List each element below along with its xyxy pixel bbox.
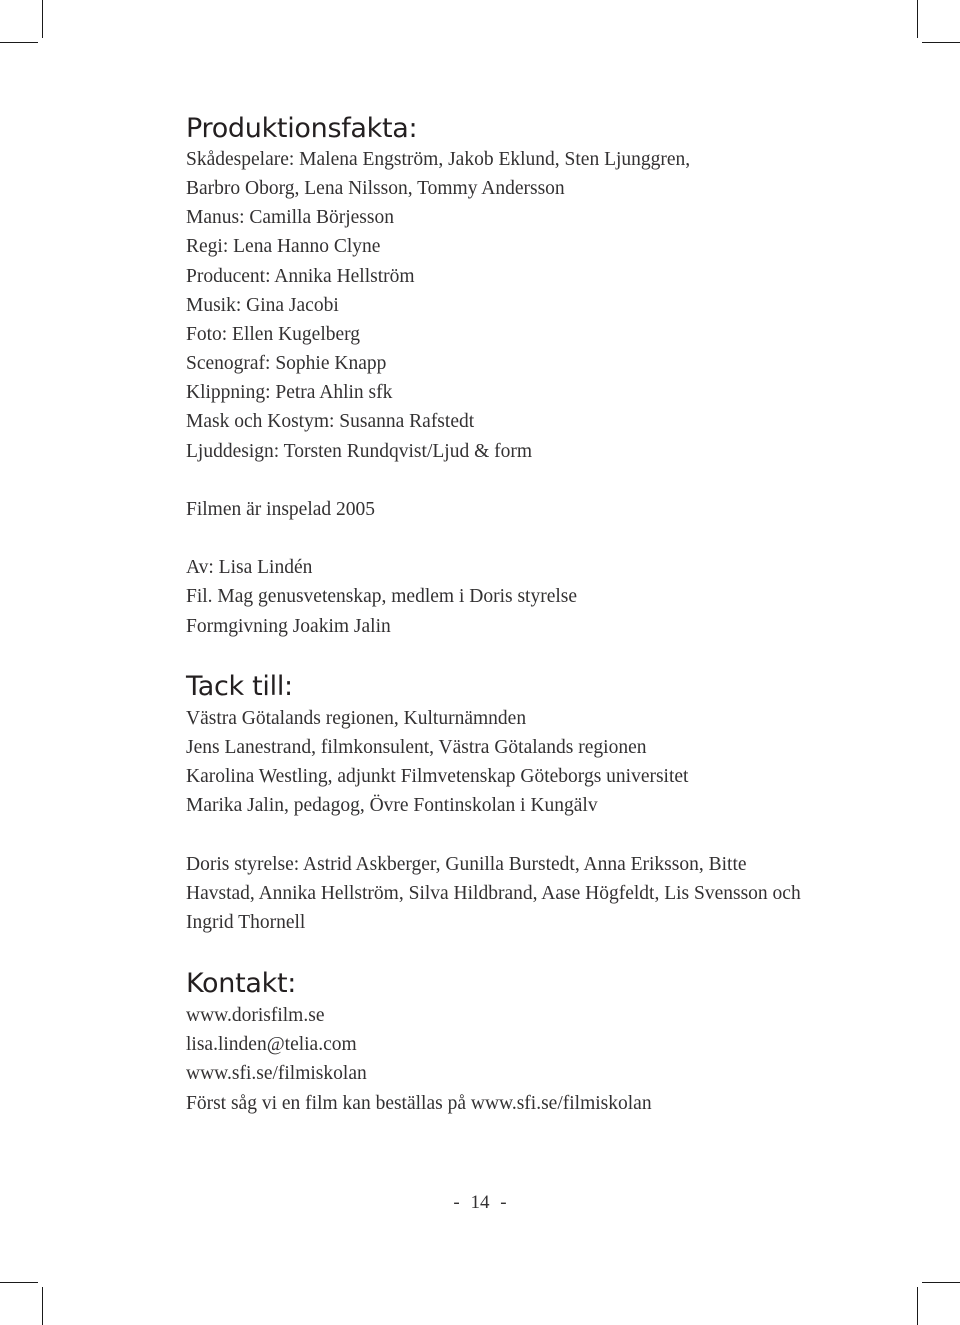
production-line: Scenograf: Sophie Knapp — [186, 353, 387, 374]
production-line: Regi: Lena Hanno Clyne — [186, 236, 381, 257]
thanks-line: Karolina Westling, adjunkt Filmvetenskap Göteborgs universitet — [186, 766, 689, 787]
production-line: Klippning: Petra Ahlin sfk — [186, 382, 393, 403]
production-line: Musik: Gina Jacobi — [186, 295, 339, 316]
production-line: Manus: Camilla Börjesson — [186, 207, 394, 228]
crop-mark-top-right — [922, 42, 960, 43]
board-line: Havstad, Annika Hellström, Silva Hildbrand, Aase Högfeldt, Lis Svensson och — [186, 883, 801, 904]
contact-order-info: Först såg vi en film kan beställas på www.sfi.se/filmiskolan — [186, 1093, 652, 1114]
crop-mark-bottom-left-vertical — [42, 1287, 43, 1325]
board-line: Doris styrelse: Astrid Askberger, Gunilla Burstedt, Anna Eriksson, Bitte — [186, 854, 747, 875]
contact-email[interactable]: lisa.linden@telia.com — [186, 1034, 357, 1055]
design-credit: Formgivning Joakim Jalin — [186, 616, 391, 637]
crop-mark-bottom-right-vertical — [917, 1287, 918, 1325]
author-title: Fil. Mag genusvetenskap, medlem i Doris styrelse — [186, 586, 578, 607]
production-line: Barbro Oborg, Lena Nilsson, Tommy Andersson — [186, 178, 565, 199]
thanks-line: Jens Lanestrand, filmkonsulent, Västra Götalands regionen — [186, 737, 647, 758]
contact-sfi-link[interactable]: www.sfi.se/filmiskolan — [186, 1063, 367, 1084]
production-line: Skådespelare: Malena Engström, Jakob Eklund, Sten Ljunggren, — [186, 149, 691, 170]
production-line: Foto: Ellen Kugelberg — [186, 324, 361, 345]
production-line: Producent: Annika Hellström — [186, 266, 415, 287]
contact-heading: Kontakt: — [186, 968, 297, 999]
crop-mark-top-right-vertical — [917, 0, 918, 38]
board-line: Ingrid Thornell — [186, 912, 306, 933]
crop-mark-bottom-left — [0, 1282, 38, 1283]
page-number: - 14 - — [453, 1192, 507, 1213]
crop-mark-top-left — [0, 42, 38, 43]
author: Av: Lisa Lindén — [186, 557, 313, 578]
production-heading: Produktionsfakta: — [186, 113, 418, 144]
production-line: Mask och Kostym: Susanna Rafstedt — [186, 411, 475, 432]
contact-website[interactable]: www.dorisfilm.se — [186, 1005, 325, 1026]
production-line: Ljuddesign: Torsten Rundqvist/Ljud & form — [186, 441, 533, 462]
thanks-heading: Tack till: — [186, 671, 293, 702]
thanks-line: Marika Jalin, pedagog, Övre Fontinskolan i Kungälv — [186, 795, 598, 816]
crop-mark-bottom-right — [922, 1282, 960, 1283]
crop-mark-top-left-vertical — [42, 0, 43, 38]
recorded-year: Filmen är inspelad 2005 — [186, 499, 376, 520]
thanks-line: Västra Götalands regionen, Kulturnämnden — [186, 708, 527, 729]
